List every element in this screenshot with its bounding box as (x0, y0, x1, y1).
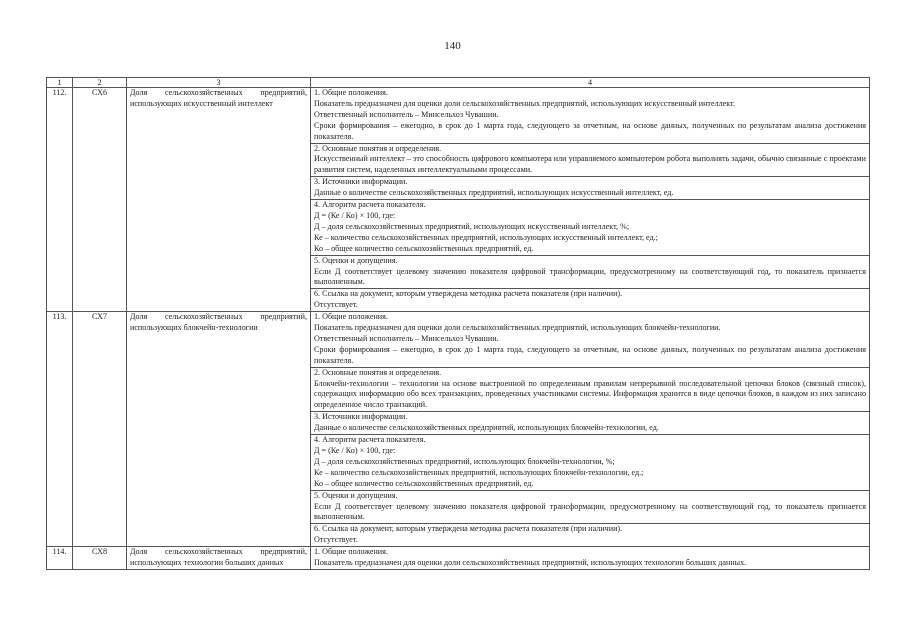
description-line: Ко – общее количество сельскохозяйственных предприятий, ед. (314, 243, 534, 253)
description-line: Если Д соответствует целевому значению показателя цифровой трансформации, предусмотренному на соответствующий год, то показатель признается выполненным. (314, 501, 866, 522)
description-line: 1. Общие положения. (314, 88, 388, 97)
description-line: 1. Общие положения. (314, 312, 388, 322)
description-line: Ке – количество сельскохозяйственных предприятий, использующих искусственный интеллект, ед.; (314, 232, 658, 242)
description-line: Д = (Ке / Ко) × 100, где: (314, 446, 396, 455)
description-line: 1. Общие положения. (314, 547, 388, 557)
header-cell: 2 (73, 78, 127, 88)
description-line: Д – доля сельскохозяйственных предприятий, использующих блокчейн-технологии, %; (314, 456, 615, 466)
description-line: Показатель предназначен для оценки доли сельскохозяйственных предприятий, использующих искусственный интеллект. (314, 98, 736, 108)
description-line: Искусственный интеллект – это способность цифрового компьютера или управляемого компьютером робота выполнять задачи, обычно связанные с проектами развития систем, наделенных интеллектуальными процессами. (314, 154, 866, 175)
description-section (311, 491, 869, 525)
description-section (311, 200, 869, 256)
description-line: 5. Оценки и допущения. (314, 490, 398, 500)
row-number: 114. (47, 547, 73, 570)
description-section (311, 435, 869, 491)
indicator-code: СХ7 (73, 312, 127, 547)
header-cell: 1 (47, 78, 73, 88)
description-line: 3. Источники информации. (314, 177, 408, 187)
indicator-name: Доля сельскохозяйственных предприятий, использующих блокчейн-технологии (127, 312, 311, 547)
indicator-description (311, 88, 870, 312)
header-cell: 4 (311, 78, 870, 88)
description-section (311, 547, 869, 569)
description-section (311, 177, 869, 200)
description-section (311, 524, 869, 546)
row-number: 112. (47, 88, 73, 312)
indicator-name: Доля сельскохозяйственных предприятий, использующих технологии больших данных (127, 547, 311, 570)
indicator-name: Доля сельскохозяйственных предприятий, использующих искусственный интеллект (127, 88, 311, 312)
description-section (311, 289, 869, 311)
row-number: 113. (47, 312, 73, 547)
description-line: Если Д соответствует целевому значению показателя цифровой трансформации, предусмотренному на соответствующий год, то показатель признается выполненным. (314, 266, 866, 287)
description-line: Показатель предназначен для оценки доли сельскохозяйственных предприятий, использующих технологии больших данных. (314, 558, 747, 568)
description-section (311, 144, 869, 178)
description-line: Блокчейн-технологии – технологии на основе выстроенной по определенным правилам непрерывной последовательной цепочки блоков (связный список), содержащих информацию обо всех транзакциях, проведенных участниками системы. Информация хранится в виде цепочки блоков, в каждом из них записано определенное число транзакций. (314, 378, 866, 410)
indicator-table (46, 77, 870, 570)
description-line: Сроки формирования – ежегодно, в срок до 1 марта года, следующего за отчетным, на основе данных, полученных по результатам анализа достижения показателя. (314, 120, 866, 141)
description-section (311, 256, 869, 290)
description-line: Ко – общее количество сельскохозяйственных предприятий, ед. (314, 478, 534, 488)
description-line: 4. Алгоритм расчета показателя. (314, 200, 426, 210)
table-header-row (47, 78, 870, 88)
description-line: 5. Оценки и допущения. (314, 255, 398, 265)
page-number: 140 (444, 40, 461, 52)
indicator-code: СХ6 (73, 88, 127, 312)
description-line: Данные о количестве сельскохозяйственных предприятий, использующих искусственный интеллект, ед. (314, 188, 674, 198)
description-line: 2. Основные понятия и определения. (314, 143, 442, 153)
description-section (311, 312, 869, 368)
description-section (311, 412, 869, 435)
description-section (311, 368, 869, 413)
indicator-code: СХ8 (73, 547, 127, 570)
description-line: Д – доля сельскохозяйственных предприятий, использующих искусственный интеллект, %; (314, 221, 630, 231)
indicator-description (311, 312, 870, 547)
description-line: Данные о количестве сельскохозяйственных предприятий, использующих блокчейн-технологии, ед. (314, 423, 659, 433)
indicator-description (311, 547, 870, 570)
table-row (47, 547, 870, 570)
description-section (311, 88, 869, 144)
description-line: Д = (Ке / Ко) × 100, где: (314, 210, 396, 220)
header-cell: 3 (127, 78, 311, 88)
description-line: Ответственный исполнитель – Минсельхоз Чувашии. (314, 109, 499, 119)
table-row (47, 88, 870, 312)
description-line: Показатель предназначен для оценки доли сельскохозяйственных предприятий, использующих блокчейн-технологии. (314, 323, 721, 333)
description-line: Ответственный исполнитель – Минсельхоз Чувашии. (314, 333, 499, 343)
description-line: Сроки формирования – ежегодно, в срок до 1 марта года, следующего за отчетным, на основе данных, полученных по результатам анализа достижения показателя. (314, 344, 866, 365)
description-line: 6. Ссылка на документ, которым утверждена методика расчета показателя (при наличии). (314, 524, 623, 534)
description-line: 3. Источники информации. (314, 412, 408, 422)
table-row (47, 312, 870, 547)
description-line: 6. Ссылка на документ, которым утверждена методика расчета показателя (при наличии). (314, 289, 623, 299)
description-line: Отсутствует. (314, 300, 358, 310)
description-line: 2. Основные понятия и определения. (314, 367, 442, 377)
description-line: 4. Алгоритм расчета показателя. (314, 435, 426, 445)
description-line: Отсутствует. (314, 535, 358, 545)
description-line: Ке – количество сельскохозяйственных предприятий, использующих блокчейн-технологии, ед.; (314, 467, 644, 477)
